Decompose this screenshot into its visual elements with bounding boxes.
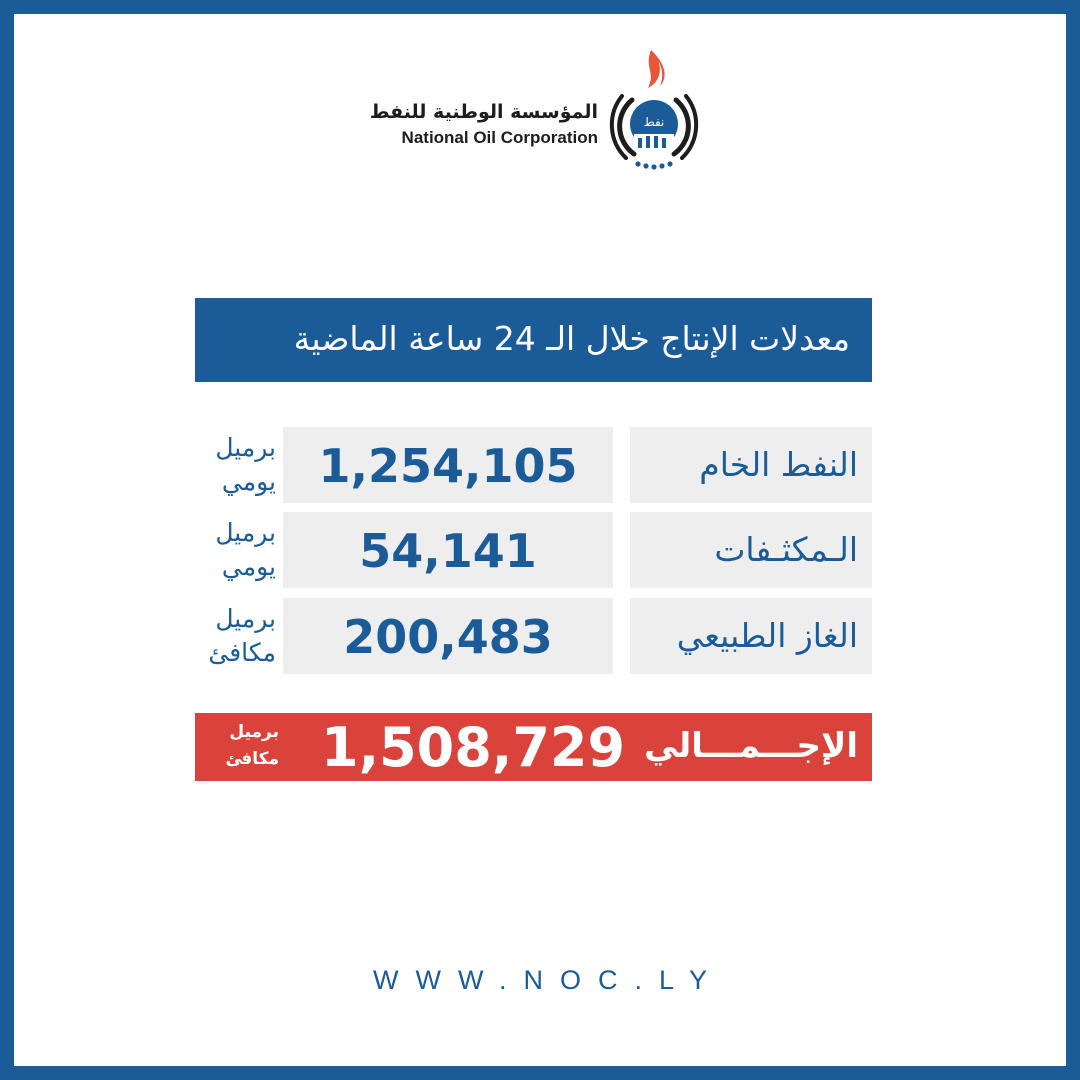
row-natural-gas-value-cell	[283, 598, 613, 674]
row-condensates-value-cell	[283, 512, 613, 588]
row-unit	[190, 602, 276, 678]
total-value: 1,508,729	[321, 716, 626, 779]
row-crude-oil-value-cell	[283, 427, 613, 503]
unit-line-2: يومي	[221, 552, 276, 581]
unit-line-2: يومي	[221, 467, 276, 496]
logo-monogram: نفط	[643, 115, 665, 129]
total-label: الإجـــمـــالي	[644, 726, 858, 766]
row-unit	[190, 516, 276, 592]
row-value: 1,254,105	[318, 439, 578, 493]
title-banner	[195, 298, 872, 382]
row-value: 200,483	[343, 610, 553, 664]
row-label: النفط الخام	[699, 445, 858, 484]
row-condensates-label-cell	[630, 512, 872, 588]
unit-line-1: برميل	[215, 604, 276, 633]
org-name-arabic: المؤسسة الوطنية للنفط	[369, 101, 598, 123]
unit-line-2: مكافئ	[208, 638, 276, 667]
row-natural-gas-label-cell	[630, 598, 872, 674]
total-banner	[195, 713, 872, 781]
row-crude-oil-label-cell	[630, 427, 872, 503]
unit-line-1: برميل	[229, 722, 279, 742]
unit-line-2: مكافئ	[225, 749, 279, 769]
row-label: الـمكثـفات	[714, 530, 858, 569]
noc-logo-icon	[604, 48, 704, 174]
logo-wordmark	[360, 100, 598, 150]
row-unit	[190, 431, 276, 507]
website-link[interactable]: WWW.NOC.LY	[373, 965, 724, 995]
unit-line-1: برميل	[215, 518, 276, 547]
org-name-english: National Oil Corporation	[401, 128, 598, 147]
unit-line-1: برميل	[215, 433, 276, 462]
row-label: الغاز الطبيعي	[676, 616, 858, 655]
page-title: معدلات الإنتاج خلال الـ 24 ساعة الماضية	[293, 319, 850, 358]
row-value: 54,141	[359, 524, 537, 578]
total-unit	[203, 719, 279, 773]
